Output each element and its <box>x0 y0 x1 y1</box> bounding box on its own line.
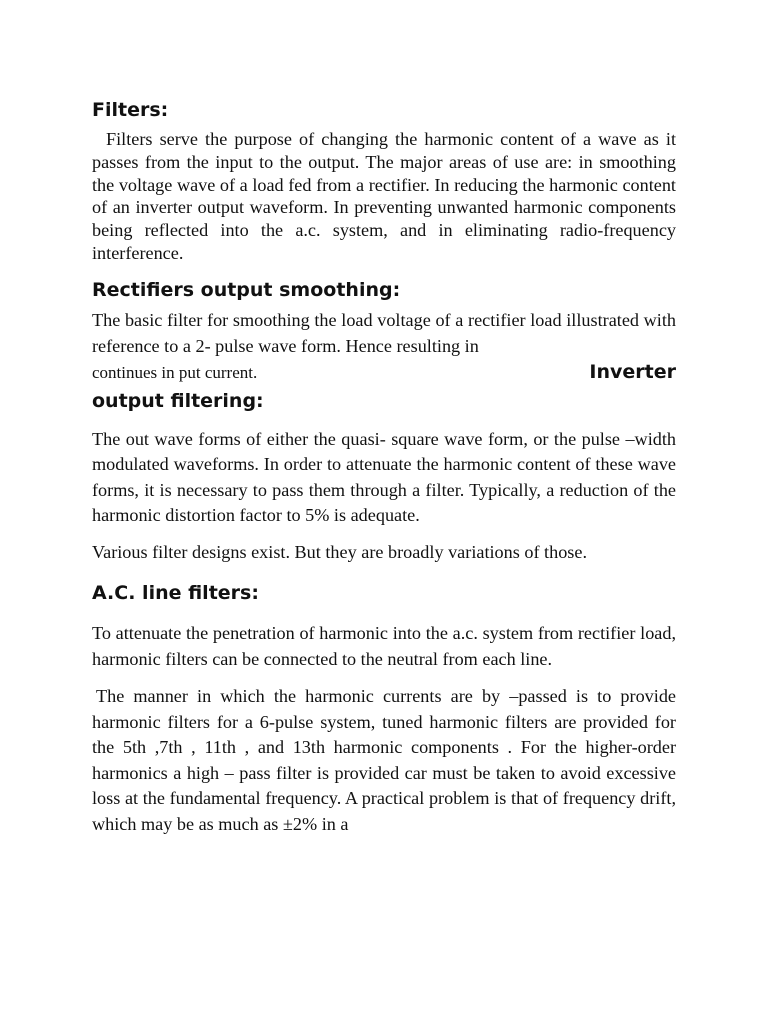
ac-line-paragraph-1: To attenuate the penetration of harmonic into the a.c. system from rectifier load, harmonic filters can be connected to the neutral from each line. <box>92 623 676 669</box>
heading-ac-line-filters: A.C. line filters: <box>92 582 259 605</box>
heading-rectifiers-output-smoothing: Rectifiers output smoothing: <box>92 278 401 301</box>
heading-inverter-part-2: output filtering: <box>92 389 264 412</box>
rectifiers-line-2: illustrated with reference to a 2- pulse wave form. Hence resulting in <box>92 309 676 356</box>
rectifiers-line-3: continues in put current. <box>92 362 258 382</box>
ac-line-paragraph-2: The manner in which the harmonic currents are by –passed is to provide harmonic filters for a 6-pulse system, tuned harmonic filters are provided for the 5th ,7th , 11th , and 13th harmonic components . For the higher-order harmonics a high – pass filter is provided car must be taken to avoid excessive loss at the fundamental frequency. A practical problem is that of frequency drift, which may be as much as ±2% in a <box>92 686 676 834</box>
inverter-paragraph-2: Various filter designs exist. But they are broadly variations of those. <box>92 541 587 562</box>
inverter-paragraph-1: The out wave forms of either the quasi- square wave form, or the pulse –width modulated waveforms. In order to attenuate the harmonic content of these wave forms, it is necessary to pass them through a filter. Typically, a reduction of the harmonic distortion factor to 5% is adequate. <box>92 428 676 526</box>
heading-inverter-part-1: Inverter <box>589 360 676 383</box>
rectifiers-line-1: The basic filter for smoothing the load voltage of a rectifier load <box>92 309 562 330</box>
heading-filters: Filters: <box>92 99 169 121</box>
document-page <box>92 98 676 837</box>
rectifiers-paragraph <box>92 307 676 359</box>
rectifiers-last-line <box>92 361 676 385</box>
filters-paragraph: Filters serve the purpose of changing the harmonic content of a wave as it passes from the input to the output. The major areas of use are: in smoothing the voltage wave of a load fed from a rectifier. In reducing the harmonic content of an inverter output waveform. In preventing unwanted harmonic components being reflected into the a.c. system, and in eliminating radio-frequency interference. <box>92 129 676 263</box>
